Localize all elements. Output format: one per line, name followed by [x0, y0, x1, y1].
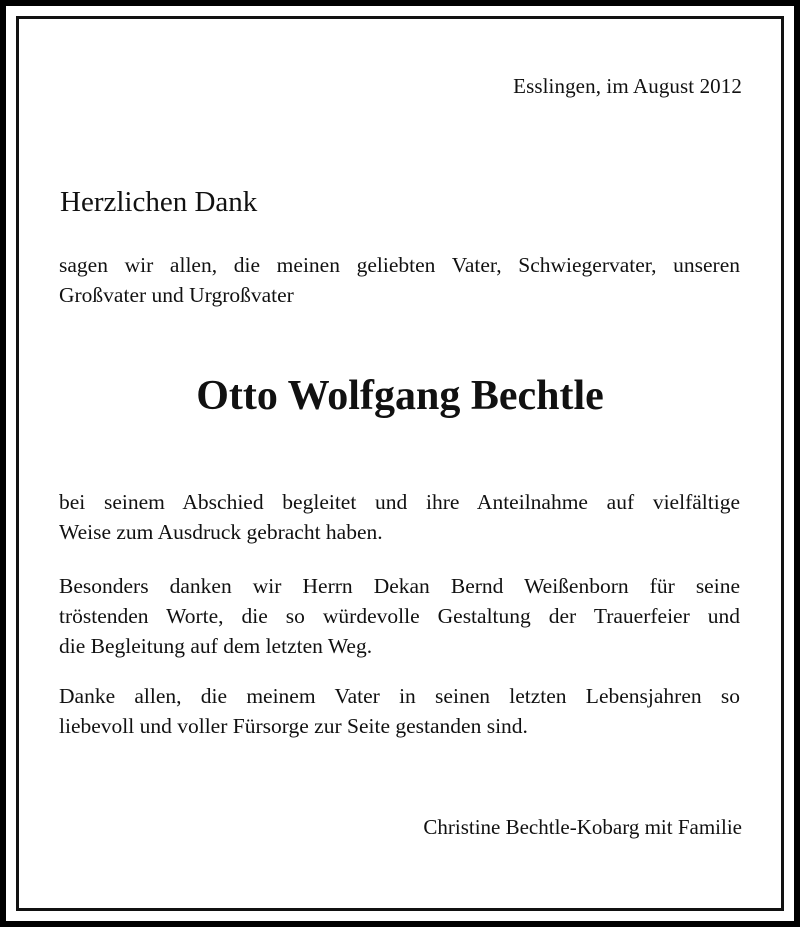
paragraph-line: tröstenden Worte, die so würdevolle Gestaltung der Trauerfeier und	[59, 604, 740, 628]
paragraph-line: die Begleitung auf dem letzten Weg.	[59, 634, 373, 658]
paragraph-line: bei seinem Abschied begleitet und ihre Anteilnahme auf vielfältige	[59, 490, 740, 514]
deceased-name: Otto Wolfgang Bechtle	[196, 373, 604, 419]
paragraph-line: Danke allen, die meinem Vater in seinen letzten Lebensjahren so	[59, 684, 740, 708]
paragraph-line: Weise zum Ausdruck gebracht haben.	[59, 520, 383, 544]
inner-border-frame	[16, 16, 784, 911]
intro-line: sagen wir allen, die meinen geliebten Vater, Schwiegervater, unseren	[59, 253, 740, 277]
paragraph-special-thanks	[59, 571, 740, 661]
intro-line: Großvater und Urgroßvater	[59, 283, 294, 307]
paragraph-care-thanks	[59, 681, 740, 741]
paragraph-line: liebevoll und voller Fürsorge zur Seite gestanden sind.	[59, 714, 528, 738]
heading: Herzlichen Dank	[60, 186, 258, 218]
intro-paragraph	[59, 250, 740, 310]
signature: Christine Bechtle-Kobarg mit Familie	[423, 815, 742, 839]
paragraph-farewell	[59, 487, 740, 547]
paragraph-line: Besonders danken wir Herrn Dekan Bernd Weißenborn für seine	[59, 574, 740, 598]
place-date: Esslingen, im August 2012	[513, 74, 742, 98]
